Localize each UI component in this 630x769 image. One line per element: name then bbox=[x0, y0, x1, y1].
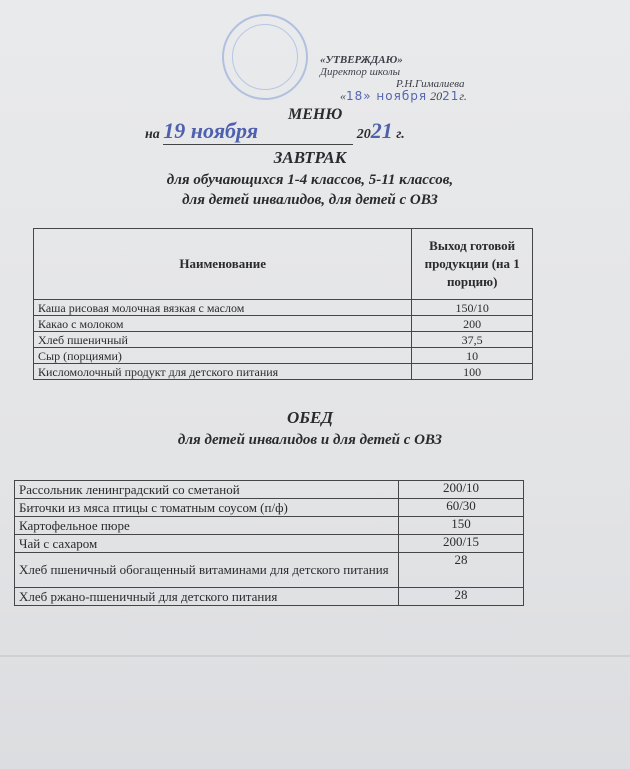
column-header-yield: Выход готовой продукции (на 1 порцию) bbox=[412, 229, 533, 300]
dish-yield: 200/15 bbox=[399, 535, 524, 553]
table-row bbox=[15, 553, 524, 588]
table-row bbox=[34, 348, 533, 364]
dish-name: Биточки из мяса птицы с томатным соусом (п/ф) bbox=[15, 499, 399, 517]
dish-yield: 200/10 bbox=[399, 481, 524, 499]
dish-yield: 150 bbox=[399, 517, 524, 535]
dish-name: Кисломолочный продукт для детского питания bbox=[34, 364, 412, 380]
approval-title: «УТВЕРЖДАЮ» bbox=[320, 54, 403, 66]
dish-name: Рассольник ленинградский со сметаной bbox=[15, 481, 399, 499]
column-header-name: Наименование bbox=[34, 229, 412, 300]
dish-yield: 28 bbox=[399, 588, 524, 606]
table-row bbox=[34, 300, 533, 316]
dish-yield: 200 bbox=[412, 316, 533, 332]
dish-yield: 100 bbox=[412, 364, 533, 380]
table-row bbox=[15, 481, 524, 499]
dish-yield: 10 bbox=[412, 348, 533, 364]
dish-name: Каша рисовая молочная вязкая с маслом bbox=[34, 300, 412, 316]
dish-yield: 60/30 bbox=[399, 499, 524, 517]
lunch-title: ОБЕД bbox=[286, 408, 334, 427]
dish-name: Сыр (порциями) bbox=[34, 348, 412, 364]
dish-name: Хлеб ржано-пшеничный для детского питания bbox=[15, 588, 399, 606]
approval-date: «18» ноября 2021г. bbox=[340, 89, 467, 103]
breakfast-subtitle-1: для обучающихся 1-4 классов, 5-11 классов, bbox=[166, 172, 454, 188]
menu-heading: МЕНЮ bbox=[288, 106, 343, 123]
dish-name: Картофельное пюре bbox=[15, 517, 399, 535]
table-row bbox=[34, 316, 533, 332]
approval-signatory: Р.Н.Гималиева bbox=[396, 78, 465, 90]
breakfast-table bbox=[33, 228, 533, 380]
approval-position: Директор школы bbox=[320, 66, 401, 78]
lunch-subtitle: для детей инвалидов и для детей с ОВЗ bbox=[177, 432, 443, 448]
dish-name: Чай с сахаром bbox=[15, 535, 399, 553]
table-row bbox=[15, 588, 524, 606]
dish-yield: 28 bbox=[399, 553, 524, 588]
dish-name: Хлеб пшеничный обогащенный витаминами для детского питания bbox=[15, 553, 399, 588]
official-stamp bbox=[222, 14, 308, 100]
dish-name: Хлеб пшеничный bbox=[34, 332, 412, 348]
paper-fold bbox=[0, 655, 630, 657]
dish-name: Какао с молоком bbox=[34, 316, 412, 332]
breakfast-title: ЗАВТРАК bbox=[273, 148, 347, 167]
table-row bbox=[15, 535, 524, 553]
table-row bbox=[15, 517, 524, 535]
lunch-table bbox=[14, 480, 524, 606]
dish-yield: 150/10 bbox=[412, 300, 533, 316]
table-header-row bbox=[34, 229, 533, 300]
menu-date: на 19 ноября 2021 г. bbox=[145, 118, 405, 143]
dish-yield: 37,5 bbox=[412, 332, 533, 348]
breakfast-subtitle-2: для детей инвалидов, для детей с ОВЗ bbox=[182, 192, 438, 208]
table-row bbox=[15, 499, 524, 517]
approval-block bbox=[320, 54, 467, 102]
table-row bbox=[34, 364, 533, 380]
table-row bbox=[34, 332, 533, 348]
